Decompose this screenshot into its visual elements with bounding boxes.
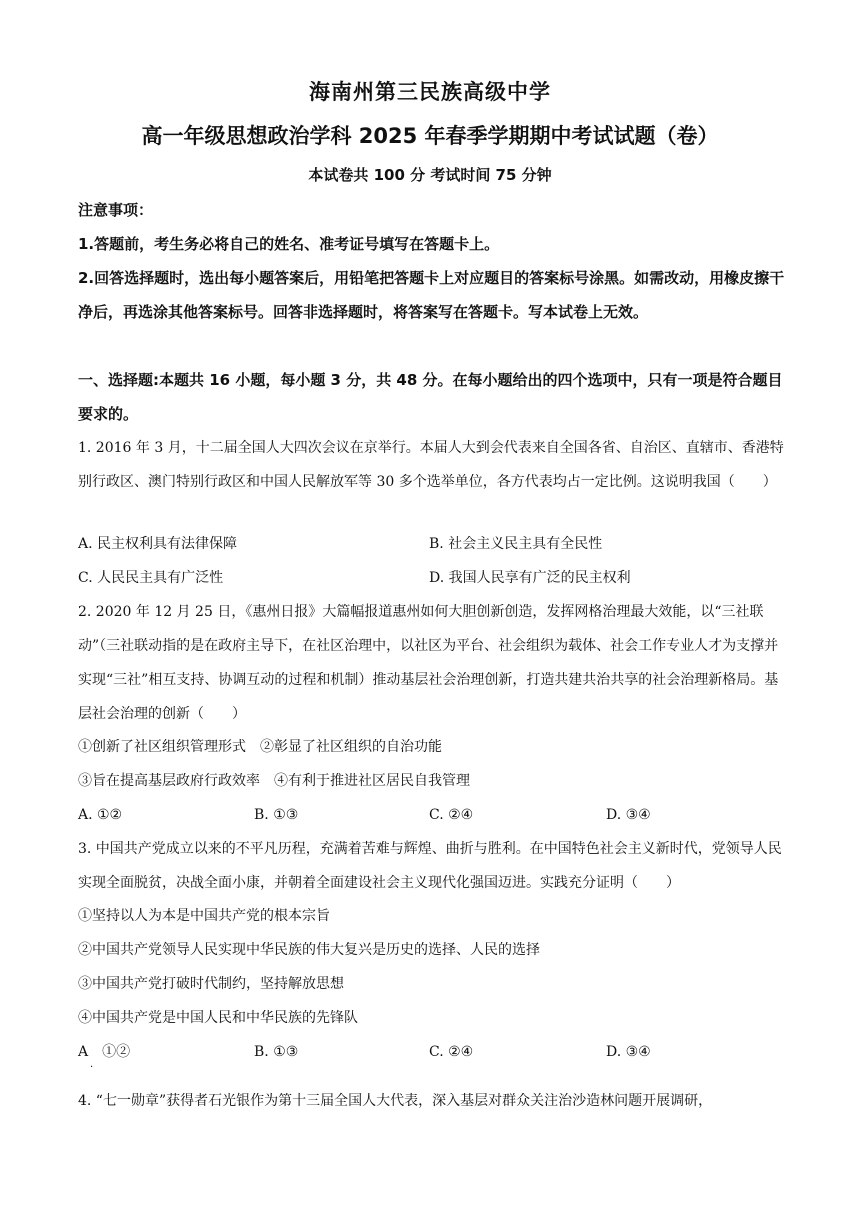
question-1-option-a: A. 民主权利具有法律保障 <box>78 536 238 552</box>
question-3-statement-2: ②中国共产党领导人民实现中华民族的伟大复兴是历史的选择、人民的选择 <box>78 942 540 958</box>
exam-subtitle: 本试卷共 100 分 考试时间 75 分钟 <box>308 166 552 184</box>
question-4-stem: 4. “七一勋章”获得者石光银作为第十三届全国人大代表，深入基层对群众关注治沙造林问题开展调研， <box>78 1093 713 1109</box>
question-3-statement-1: ①坚持以人为本是中国共产党的根本宗旨 <box>78 908 330 924</box>
question-1-option-c: C. 人民民主具有广泛性 <box>78 570 224 586</box>
question-3-options <box>78 1035 788 1069</box>
question-1-option-d: D. 我国人民享有广泛的民主权利 <box>429 570 631 586</box>
question-2-option-d: D. ③④ <box>606 807 651 823</box>
question-3-option-a: A ①② <box>78 1044 131 1060</box>
question-1-options-row-2 <box>78 561 788 595</box>
question-1-stem: 1. 2016 年 3 月，十二届全国人大四次会议在京举行。本届人大到会代表来自全国各省、自治区、直辖市、香港特别行政区、澳门特别行政区和中国人民解放军等 30 多个选举单位，各方代表均占一定比例。这说明我国（ ） <box>78 440 784 490</box>
question-3-statement-4: ④中国共产党是中国人民和中华民族的先锋队 <box>78 1010 358 1026</box>
exam-title: 高一年级思想政治学科 2025 年春季学期期中考试试题（卷） <box>141 124 719 148</box>
question-2-statements-2: ③旨在提高基层政府行政效率 ④有利于推进社区居民自我管理 <box>78 773 470 789</box>
section-heading: 一、选择题:本题共 16 小题，每小题 3 分，共 48 分。在每小题给出的四个选项中，只有一项是符合题目要求的。 <box>78 371 783 423</box>
question-2-option-c: C. ②④ <box>429 807 474 823</box>
question-2-option-b: B. ①③ <box>254 807 299 823</box>
school-title: 海南州第三民族高级中学 <box>309 80 551 104</box>
question-1-options-row-1 <box>78 527 788 561</box>
question-1-option-b: B. 社会主义民主具有全民性 <box>429 536 603 552</box>
notes-item-1: 1.答题前，考生务必将自己的姓名、准考证号填写在答题卡上。 <box>78 235 500 253</box>
question-3-option-c: C. ②④ <box>429 1044 474 1060</box>
question-2-stem: 2. 2020 年 12 月 25 日，《惠州日报》大篇幅报道惠州如何大胆创新创造，发挥网格治理最大效能，以“三社联动”（三社联动指的是在政府主导下，在社区治理中，以社区为平台、社会组织为载体、社会工作专业人才为支撑并实现“三社”相互支持、协调互动的过程和机制）推动基层社会治理创新，打造共建共治共享的社会治理新格局。基层社会治理的创新（ ） <box>78 604 779 722</box>
notes-item-2: 2.回答选择题时，选出每小题答案后，用铅笔把答题卡上对应题目的答案标号涂黑。如需改动，用橡皮擦干净后，再选涂其他答案标号。回答非选择题时，将答案写在答题卡。写本试卷上无效。 <box>78 269 785 321</box>
question-3-option-b: B. ①③ <box>254 1044 299 1060</box>
question-2-option-a: A. ①② <box>78 807 123 823</box>
question-2-statements-1: ①创新了社区组织管理形式 ②彰显了社区组织的自治功能 <box>78 739 442 755</box>
question-2-options <box>78 798 788 832</box>
question-3-option-d: D. ③④ <box>606 1044 651 1060</box>
notes-heading: 注意事项： <box>78 201 154 219</box>
question-3-stem: 3. 中国共产党成立以来的不平凡历程，充满着苦难与辉煌、曲折与胜利。在中国特色社会主义新时代，党领导人民实现全面脱贫，决战全面小康，并朝着全面建设社会主义现代化强国迈进。实践充分证明（ ） <box>78 841 782 891</box>
question-3-statement-3: ③中国共产党打破时代制约，坚持解放思想 <box>78 976 344 992</box>
stray-dot-mark: · <box>90 1062 94 1073</box>
